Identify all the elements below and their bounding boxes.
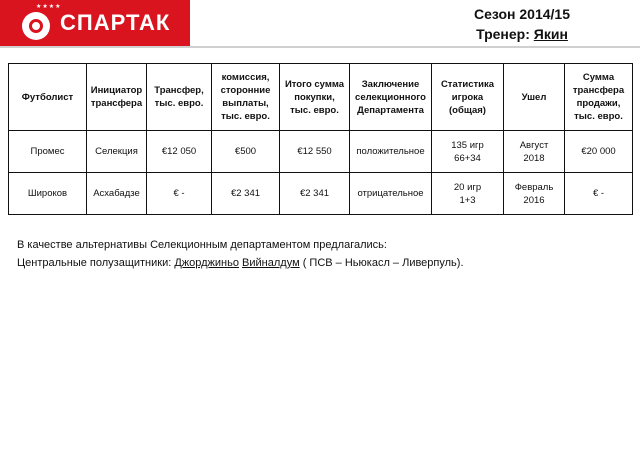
table-header-row [9,64,633,131]
cell-stats [432,173,504,215]
brand-name: СПАРТАК [60,10,171,35]
alternatives-note [17,236,464,272]
note-player-2: Вийналдум [242,257,300,269]
cell-commission: €2 341 [212,173,280,215]
col-header-total: Итого сумма покупки, тыс. евро. [280,64,350,131]
coach-line [474,24,570,44]
season-header [474,4,570,44]
cell-conclusion: отрицательное [350,173,432,215]
cell-sale: € - [565,173,633,215]
col-header-left: Ушел [504,64,565,131]
col-header-sale: Сумма трансфера продажи, тыс. евро. [565,64,633,131]
coach-name: Якин [533,26,568,42]
header-divider [0,46,640,48]
note-line-1: В качестве альтернативы Селекционным департаментом предлагались: [17,239,387,251]
stats-games: 20 игр [453,181,482,193]
coach-label: Тренер: [476,26,530,42]
cell-total: €12 550 [280,131,350,173]
note-player-1: Джорджиньо [174,257,239,269]
cell-player: Широков [9,173,87,215]
col-header-stats: Статистика игрока (общая) [432,64,504,131]
table-row [9,173,633,215]
cell-transfer: € - [147,173,212,215]
stats-detail: 66+34 [454,152,481,164]
cell-initiator: Асхабадзе [87,173,147,215]
col-header-conclusion: Заключение селекционного Департамента [350,64,432,131]
cell-player: Промес [9,131,87,173]
left-year: 2018 [523,152,545,164]
spartak-emblem-icon [22,12,50,40]
cell-sale: €20 000 [565,131,633,173]
cell-initiator: Селекция [87,131,147,173]
note-suffix: ( ПСВ – Ньюкасл – Ливерпуль). [299,257,464,269]
cell-commission: €500 [212,131,280,173]
stats-games: 135 игр [451,139,484,151]
note-line-2 [17,254,464,272]
col-header-commission: комиссия, сторонние выплаты, тыс. евро. [212,64,280,131]
stats-detail: 1+3 [459,194,476,206]
left-month: Февраль [514,181,554,193]
col-header-initiator: Инициатор трансфера [87,64,147,131]
cell-conclusion: положительное [350,131,432,173]
cell-left [504,131,565,173]
season-title: Сезон 2014/15 [473,6,570,22]
spartak-logo [0,0,190,46]
cell-left [504,173,565,215]
table-row [9,131,633,173]
logo-stars: ★★★★ [36,4,62,10]
col-header-transfer: Трансфер, тыс. евро. [147,64,212,131]
left-year: 2016 [523,194,545,206]
cell-total: €2 341 [280,173,350,215]
left-month: Август [519,139,549,151]
note-prefix: Центральные полузащитники: [17,257,175,269]
col-header-player: Футболист [9,64,87,131]
cell-stats [432,131,504,173]
transfer-table [8,63,633,215]
cell-transfer: €12 050 [147,131,212,173]
